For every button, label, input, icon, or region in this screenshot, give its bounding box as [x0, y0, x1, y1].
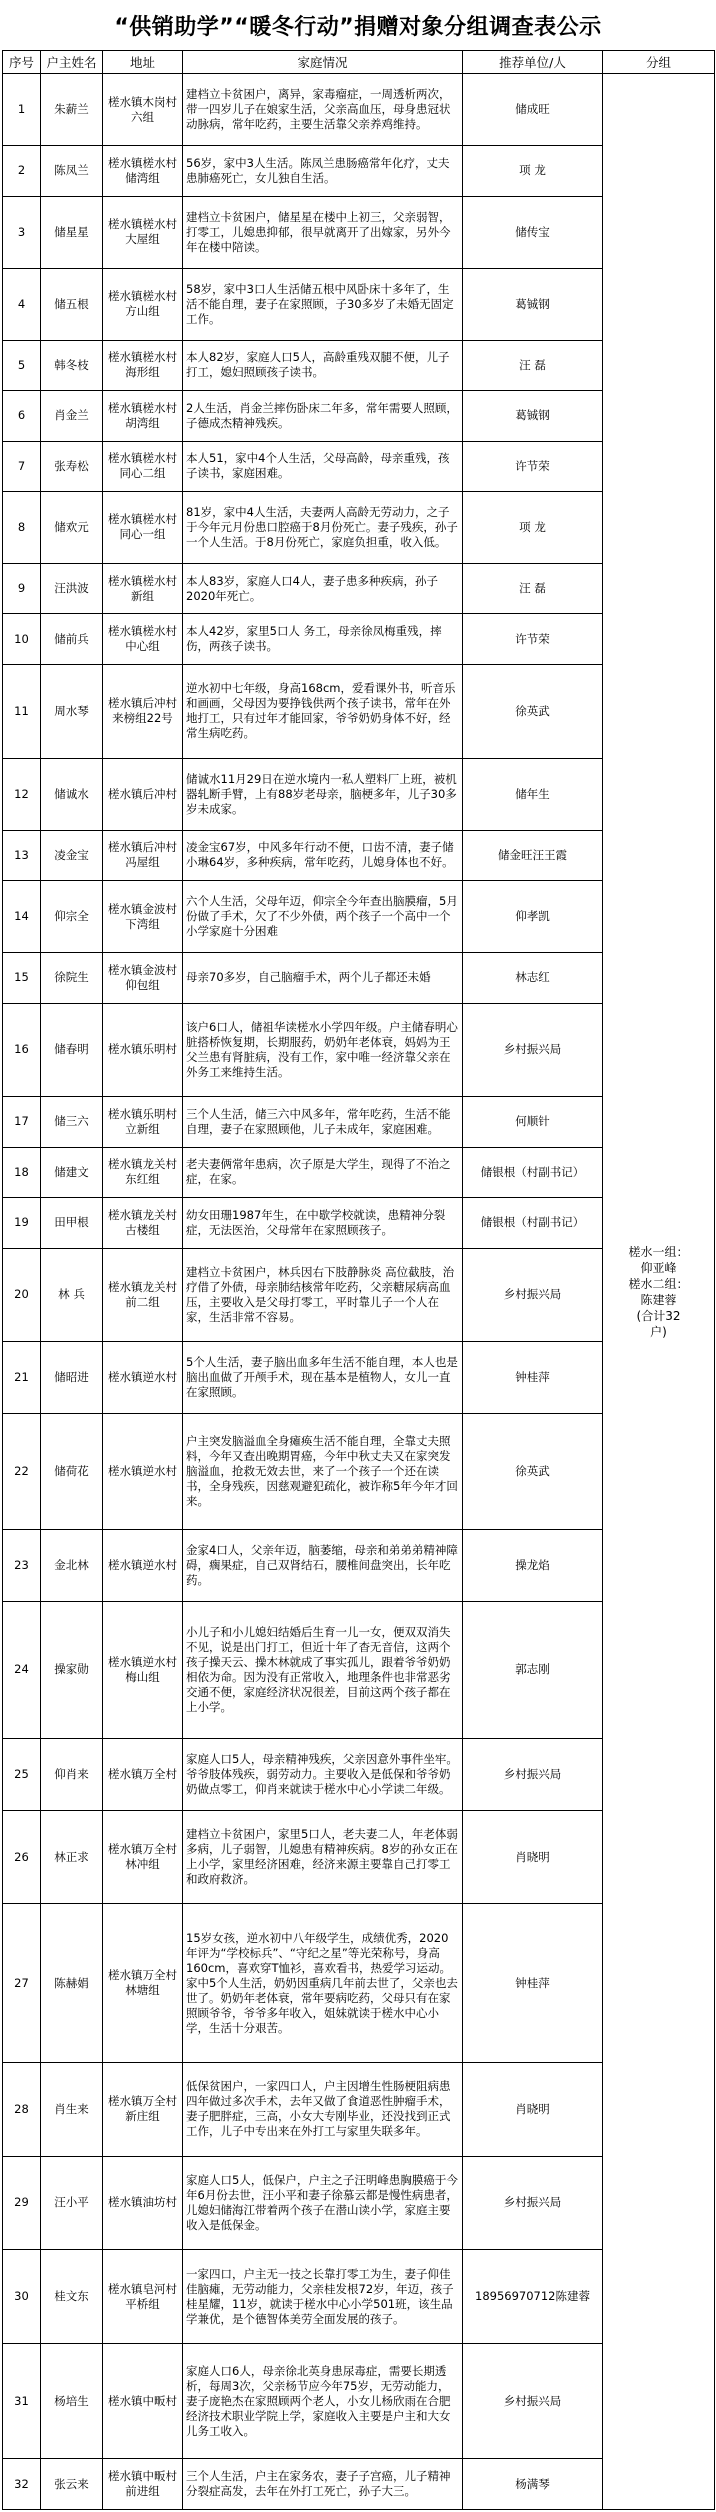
family-situation: 一家四口，户主无一技之长靠打零工为生，妻子仰佳佳脑瘫，无劳动能力，父亲桂发根72岁，年迈，孩子桂星耀，11岁，就读于槎水中心小学501班，该生品学兼优，是个德智体美劳全面发展的孩子。: [183, 2250, 463, 2344]
row-number: 5: [3, 340, 41, 390]
recommender: 杨满琴: [463, 2459, 603, 2510]
row-number: 22: [3, 1414, 41, 1529]
recommender: 乡村振兴局: [463, 2156, 603, 2250]
address: 槎水镇龙关村古楼组: [103, 1198, 183, 1248]
row-number: 18: [3, 1147, 41, 1197]
family-situation: 逆水初中七年级，身高168cm，爱看课外书，听音乐和画画，父母因为要挣钱供两个孩子读书，常年在外地打工，只有过年才能回家，爷爷奶奶身体不好，经常生病吃药。: [183, 664, 463, 758]
address: 槎水镇万全村: [103, 1738, 183, 1810]
address: 槎水镇槎水村新组: [103, 564, 183, 614]
address: 槎水镇金波村下湾组: [103, 881, 183, 953]
table-row: [3, 74, 715, 146]
row-number: 3: [3, 196, 41, 268]
group-line: (合计32: [636, 1308, 681, 1323]
recommender: 项 龙: [463, 491, 603, 563]
recommender: 钟桂萍: [463, 1904, 603, 2063]
row-number: 4: [3, 268, 41, 340]
householder-name: 仰肖来: [41, 1738, 103, 1810]
table-body: [3, 74, 715, 2510]
address: 槎水镇后冲村来榜组22号: [103, 664, 183, 758]
address: 槎水镇槎水村同心二组: [103, 441, 183, 491]
address: 槎水镇槎水村胡湾组: [103, 391, 183, 441]
address: 槎水镇万全村新庄组: [103, 2062, 183, 2156]
family-situation: 幼女田珊1987年生，在中歇学校就读，患精神分裂症，无法医治，父母常年在家照顾孩子。: [183, 1198, 463, 1248]
row-number: 26: [3, 1810, 41, 1904]
row-number: 16: [3, 1003, 41, 1097]
address: 槎水镇万全村林冲组: [103, 1810, 183, 1904]
householder-name: 金北林: [41, 1529, 103, 1601]
row-number: 29: [3, 2156, 41, 2250]
family-situation: 金家4口人，父亲年迈，脑萎缩，母亲和弟弟弟精神障碍，瘸果症，自己双肾结石，腰椎间盘突出，长年吃药。: [183, 1529, 463, 1601]
householder-name: 储欢元: [41, 491, 103, 563]
row-number: 28: [3, 2062, 41, 2156]
recommender: 储成旺: [463, 74, 603, 146]
recommender: 储传宝: [463, 196, 603, 268]
recommender: 钟桂萍: [463, 1342, 603, 1414]
householder-name: 林正求: [41, 1810, 103, 1904]
householder-name: 陈赫娟: [41, 1904, 103, 2063]
family-situation: 建档立卡贫困户，家里5口人，老夫妻二人，年老体弱多病，儿子弱智，儿媳患有精神疾病。8岁的孙女正在上小学，家里经济困难，经济来源主要靠自己打零工和政府救济。: [183, 1810, 463, 1904]
recommender: 葛铖钢: [463, 268, 603, 340]
address: 槎水镇槎水村储湾组: [103, 146, 183, 196]
row-number: 20: [3, 1248, 41, 1342]
recommender: 储金旺汪王霞: [463, 830, 603, 880]
address: 槎水镇中畈村: [103, 2343, 183, 2458]
row-number: 12: [3, 758, 41, 830]
recommender: 乡村振兴局: [463, 1738, 603, 1810]
householder-name: 汪小平: [41, 2156, 103, 2250]
householder-name: 储昭进: [41, 1342, 103, 1414]
family-situation: 低保贫困户，一家四口人，户主因增生性肠梗阻病患四年做过多次手术，去年又做了食道恶性肿瘤手术，妻子肥胖症，三高，小女大专刚毕业，还没找到正式工作，儿子中专出来在外打工与家里失联多年。: [183, 2062, 463, 2156]
family-situation: 81岁，家中4人生活，夫妻两人高龄无劳动力，之子于今年元月份患口腔癌于8月份死亡。妻子残疾，孙子一个人生活。于8月份死亡，家庭负担重，收入低。: [183, 491, 463, 563]
householder-name: 储三六: [41, 1097, 103, 1147]
address: 槎水镇龙关村前二组: [103, 1248, 183, 1342]
row-number: 13: [3, 830, 41, 880]
recommender: 18956970712陈建蓉: [463, 2250, 603, 2344]
row-number: 2: [3, 146, 41, 196]
row-number: 31: [3, 2343, 41, 2458]
recommender: 许节荣: [463, 441, 603, 491]
row-number: 6: [3, 391, 41, 441]
householder-name: 陈凤兰: [41, 146, 103, 196]
address: 槎水镇皂河村平桥组: [103, 2250, 183, 2344]
row-number: 24: [3, 1601, 41, 1738]
family-situation: 母亲70多岁，自己脑瘤手术，两个儿子都还未婚: [183, 953, 463, 1003]
householder-name: 仰宗全: [41, 881, 103, 953]
householder-name: 田甲根: [41, 1198, 103, 1248]
address: 槎水镇逆水村: [103, 1529, 183, 1601]
group-line: 槎水一组：: [628, 1244, 689, 1259]
householder-name: 储荷花: [41, 1414, 103, 1529]
family-situation: 凌金宝67岁，中风多年行动不便，口齿不清，妻子储小琳64岁，多种疾病，常年吃药，儿媳身体也不好。: [183, 830, 463, 880]
householder-name: 储春明: [41, 1003, 103, 1097]
family-situation: 小儿子和小儿媳妇结婚后生育一儿一女，便双双消失不见，说是出门打工，但近十年了杳无音信，这两个孩子操天云、操木林就成了事实孤儿，跟着爷爷奶奶相依为命。因为没有正常收入，地理条件也非常恶劣交通不便，家庭经济状况很差，目前这两个孩子都在上小学。: [183, 1601, 463, 1738]
survey-table: [2, 50, 715, 2510]
row-number: 1: [3, 74, 41, 146]
householder-name: 储星星: [41, 196, 103, 268]
householder-name: 汪洪波: [41, 564, 103, 614]
address: 槎水镇逆水村: [103, 1414, 183, 1529]
recommender: 汪 磊: [463, 340, 603, 390]
recommender: 许节荣: [463, 614, 603, 664]
header-address: 地址: [103, 51, 183, 74]
householder-name: 凌金宝: [41, 830, 103, 880]
address: 槎水镇槎水村海形组: [103, 340, 183, 390]
family-situation: 本人42岁，家里5口人 务工，母亲徐凤梅重残，摔伤，两孩子读书。: [183, 614, 463, 664]
row-number: 11: [3, 664, 41, 758]
family-situation: 三个人生活，储三六中风多年，常年吃药，生活不能自理，妻子在家照顾他，儿子未成年，家庭困难。: [183, 1097, 463, 1147]
row-number: 17: [3, 1097, 41, 1147]
recommender: 何顺针: [463, 1097, 603, 1147]
recommender: 乡村振兴局: [463, 1248, 603, 1342]
recommender: 乡村振兴局: [463, 1003, 603, 1097]
family-situation: 本人82岁，家庭人口5人，高龄重残双腿不便，儿子打工，媳妇照顾孩子读书。: [183, 340, 463, 390]
recommender: 乡村振兴局: [463, 2343, 603, 2458]
householder-name: 杨培生: [41, 2343, 103, 2458]
table-header-row: [3, 51, 715, 74]
page-title: “供销助学”“暖冬行动”捐赠对象分组调查表公示: [114, 14, 602, 40]
householder-name: 张云来: [41, 2459, 103, 2510]
row-number: 27: [3, 1904, 41, 2063]
header-no: 序号: [3, 51, 41, 74]
family-situation: 2人生活，肖金兰摔伤卧床二年多，常年需要人照顾，子德成杰精神残疾。: [183, 391, 463, 441]
family-situation: 本人83岁，家庭人口4人，妻子患多种疾病，孙子2020年死亡。: [183, 564, 463, 614]
householder-name: 储五根: [41, 268, 103, 340]
family-situation: 户主突发脑溢血全身瘫痪生活不能自理，全靠丈夫照料，今年又查出晚期胃癌，今年中秋丈夫又在家突发脑溢血，抢救无效去世，来了一个孩子一个还在读书，全身残疾，因慈观避犯疏化，被诈称5年今年才回来。: [183, 1414, 463, 1529]
recommender: 储年生: [463, 758, 603, 830]
recommender: 储银根（村副书记）: [463, 1198, 603, 1248]
recommender: 汪 磊: [463, 564, 603, 614]
householder-name: 储诚水: [41, 758, 103, 830]
address: 槎水镇后冲村: [103, 758, 183, 830]
householder-name: 徐院生: [41, 953, 103, 1003]
householder-name: 桂文东: [41, 2250, 103, 2344]
family-situation: 老夫妻俩常年患病，次子原是大学生，现得了不治之症，在家。: [183, 1147, 463, 1197]
group-line: 槎水二组：: [628, 1276, 689, 1291]
family-situation: 三个人生活，户主在家务农，妻子子宫癌，儿子精神分裂症高发，去年在外打工死亡，孙子大三。: [183, 2459, 463, 2510]
recommender: 仰孝凯: [463, 881, 603, 953]
family-situation: 本人51，家中4个人生活，父母高龄，母亲重残，孩子读书，家庭困难。: [183, 441, 463, 491]
recommender: 郭志刚: [463, 1601, 603, 1738]
address: 槎水镇中畈村前进组: [103, 2459, 183, 2510]
family-situation: 该户6口人，储祖华读槎水小学四年级。户主储春明心脏搭桥恢复期，长期服药，奶奶年老体衰，妈妈为王父兰患有肾脏病，没有工作，家中唯一经济靠父亲在外务工来维持生活。: [183, 1003, 463, 1097]
group-assignment: [603, 74, 715, 2510]
address: 槎水镇槎水村大屋组: [103, 196, 183, 268]
group-line: 户): [650, 1324, 667, 1339]
row-number: 21: [3, 1342, 41, 1414]
address: 槎水镇槎水村中心组: [103, 614, 183, 664]
address: 槎水镇乐明村: [103, 1003, 183, 1097]
householder-name: 林 兵: [41, 1248, 103, 1342]
family-situation: 家庭人口5人，低保户，户主之子汪明峰患胸膜癌于今年6月份去世，汪小平和妻子徐慕云都是慢性病患者，儿媳妇储海江带着两个孩子在潜山读小学，家庭主要收入是低保金。: [183, 2156, 463, 2250]
address: 槎水镇后冲村冯屋组: [103, 830, 183, 880]
row-number: 23: [3, 1529, 41, 1601]
householder-name: 肖生来: [41, 2062, 103, 2156]
family-situation: 5个人生活，妻子脑出血多年生活不能自理，本人也是脑出血做了开颅手术，现在基本是植物人，女儿一直在家照顾。: [183, 1342, 463, 1414]
recommender: 林志红: [463, 953, 603, 1003]
recommender: 操龙焰: [463, 1529, 603, 1601]
row-number: 9: [3, 564, 41, 614]
address: 槎水镇逆水村: [103, 1342, 183, 1414]
address: 槎水镇金波村仰包组: [103, 953, 183, 1003]
row-number: 19: [3, 1198, 41, 1248]
family-situation: 六个人生活，父母年迈，仰宗全今年查出脑膜瘤，5月份做了手术，欠了不少外债，两个孩子一个高中一个小学家庭十分困难: [183, 881, 463, 953]
header-recommender: 推荐单位/人: [463, 51, 603, 74]
family-situation: 储诚水11月29日在逆水境内一私人塑料厂上班，被机器轧断手臂，上有88岁老母亲，脑梗多年，儿子30多岁未成家。: [183, 758, 463, 830]
householder-name: 朱薪兰: [41, 74, 103, 146]
family-situation: 家庭人口5人，母亲精神残疾，父亲因意外事件坐牢。爷爷肢体残疾，弱劳动力。主要收入是低保和爷爷奶奶做点零工，仰肖来就读于槎水中心小学读二年级。: [183, 1738, 463, 1810]
address: 槎水镇逆水村梅山组: [103, 1601, 183, 1738]
header-name: 户主姓名: [41, 51, 103, 74]
address: 槎水镇槎水村方山组: [103, 268, 183, 340]
family-situation: 15岁女孩，逆水初中八年级学生，成绩优秀，2020年评为“学校标兵”、“守纪之星”等光荣称号，身高160cm，喜欢穿T恤衫，喜欢看书，热爱学习运动。家中5个人生活，奶奶因重病几年前去世了，父亲也去世了。奶奶年老体衰，常年要病吃药，父母只有在家照顾爷爷，爷爷多年收入，姐妹就读于槎水中心小学，生活十分艰苦。: [183, 1904, 463, 2063]
householder-name: 操家勋: [41, 1601, 103, 1738]
row-number: 15: [3, 953, 41, 1003]
family-situation: 建档立卡贫困户，离异，家毒瘤症，一周透析两次，带一四岁儿子在娘家生活，父亲高血压，母身患冠状动脉病，常年吃药，主要生活靠父亲养鸡维持。: [183, 74, 463, 146]
address: 槎水镇槎水村同心一组: [103, 491, 183, 563]
group-line: 陈建蓉: [640, 1292, 677, 1307]
row-number: 25: [3, 1738, 41, 1810]
row-number: 7: [3, 441, 41, 491]
recommender: 肖晓明: [463, 1810, 603, 1904]
householder-name: 储前兵: [41, 614, 103, 664]
family-situation: 56岁，家中3人生活。陈凤兰患肠癌常年化疗，丈夫患肺癌死亡，女儿独自生活。: [183, 146, 463, 196]
row-number: 30: [3, 2250, 41, 2344]
householder-name: 张寿松: [41, 441, 103, 491]
recommender: 项 龙: [463, 146, 603, 196]
householder-name: 肖金兰: [41, 391, 103, 441]
family-situation: 建档立卡贫困户，林兵因右下肢静脉炎 高位截肢，治疗借了外债，母亲肺结核常年吃药，父亲糖尿病高血压，主要收入是父母打零工，平时靠儿子一个人在家，生活非常不容易。: [183, 1248, 463, 1342]
householder-name: 周水琴: [41, 664, 103, 758]
address: 槎水镇油坊村: [103, 2156, 183, 2250]
address: 槎水镇万全村林塘组: [103, 1904, 183, 2063]
header-group: 分组: [603, 51, 715, 74]
group-line: 仰亚峰: [640, 1260, 677, 1275]
header-family-situation: 家庭情况: [183, 51, 463, 74]
row-number: 8: [3, 491, 41, 563]
family-situation: 58岁，家中3口人生活储五根中风卧床十多年了，生活不能自理，妻子在家照顾，子30多岁了未婚无固定工作。: [183, 268, 463, 340]
householder-name: 储建文: [41, 1147, 103, 1197]
recommender: 储银根（村副书记）: [463, 1147, 603, 1197]
recommender: 徐英武: [463, 1414, 603, 1529]
address: 槎水镇乐明村立新组: [103, 1097, 183, 1147]
recommender: 徐英武: [463, 664, 603, 758]
recommender: 葛铖钢: [463, 391, 603, 441]
row-number: 10: [3, 614, 41, 664]
row-number: 32: [3, 2459, 41, 2510]
address: 槎水镇龙关村东红组: [103, 1147, 183, 1197]
address: 槎水镇木岗村六组: [103, 74, 183, 146]
family-situation: 家庭人口6人，母亲徐北英身患尿毒症，需要长期透析，每周3次，父亲杨节应今年75岁，无劳动能力，妻子庞艳杰在家照顾两个老人，小女儿杨欣雨在合肥经济技术职业学院上学，家庭收入主要是户主和大女儿务工收入。: [183, 2343, 463, 2458]
family-situation: 建档立卡贫困户，储星星在楼中上初三，父亲弱智，打零工，儿媳患抑郁，很早就离开了出嫁家，另外今年在楼中陪读。: [183, 196, 463, 268]
householder-name: 韩冬枝: [41, 340, 103, 390]
recommender: 肖晓明: [463, 2062, 603, 2156]
row-number: 14: [3, 881, 41, 953]
